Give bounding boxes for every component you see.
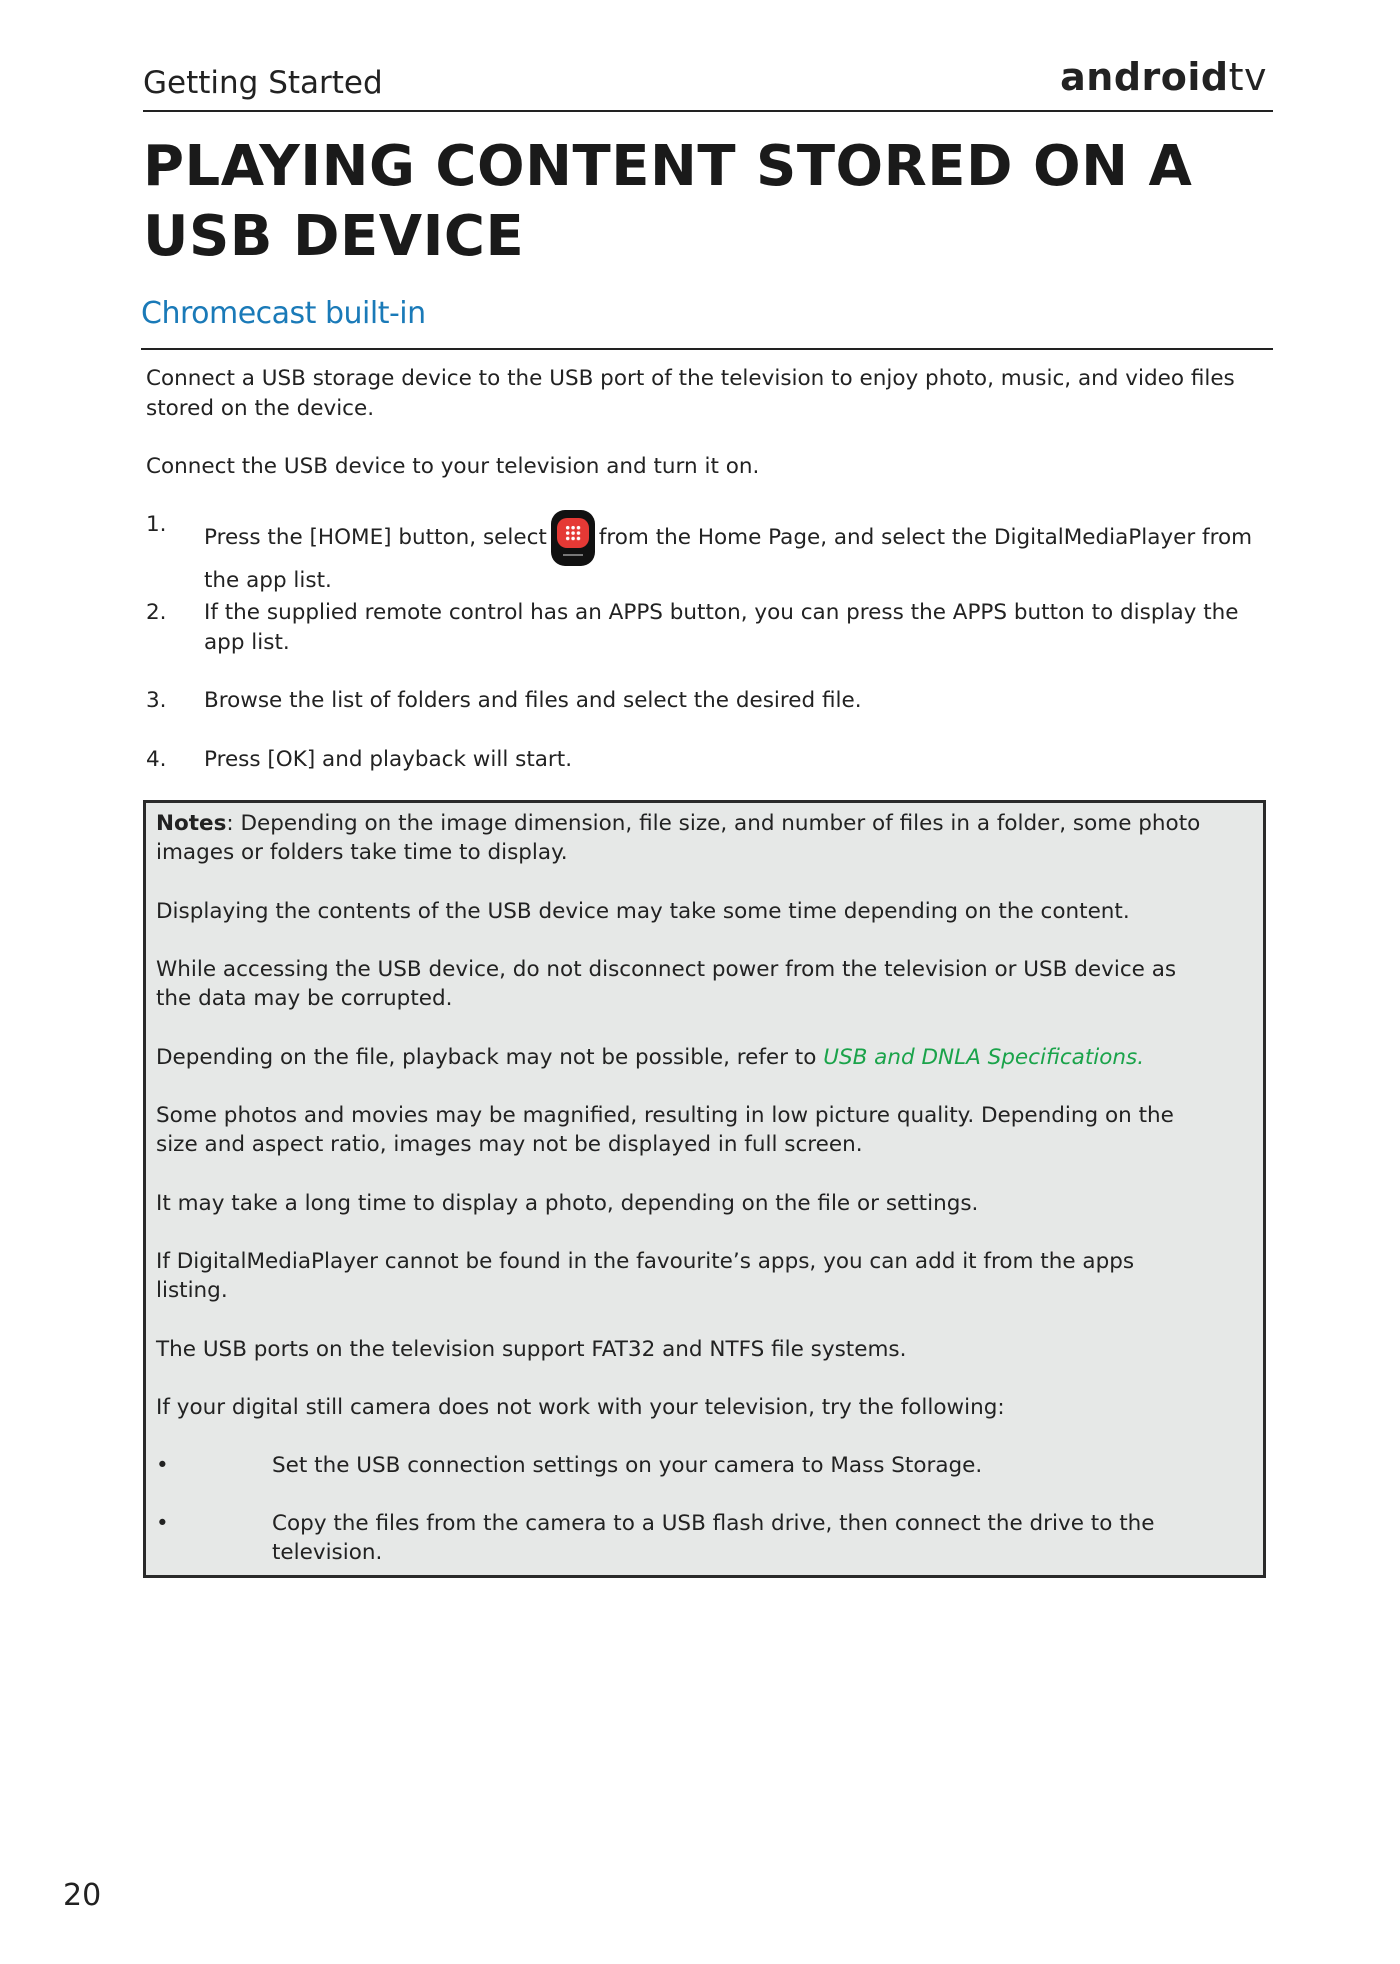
notes-first-text: : Depending on the image dimension, file size, and number of files in a folder, some photo images or folders take time to display. [156,811,1201,865]
notes-paragraph-1 [156,809,1206,867]
step-number: 4. [146,747,167,772]
subheading: Chromecast built-in [141,296,1273,350]
page-header [143,55,1273,112]
step-text: If the supplied remote control has an APPS button, you can press the APPS button to display the app list. [204,600,1239,655]
apps-icon [551,510,595,566]
notes-paragraph-7: If DigitalMediaPlayer cannot be found in the favourite’s apps, you can add it from the apps listing. [156,1249,1135,1303]
step-number: 1. [146,512,167,537]
bullet-dot: • [156,1453,169,1478]
notes-paragraph-9: If your digital still camera does not work with your television, try the following: [156,1395,1005,1420]
step-text: Browse the list of folders and files and select the desired file. [204,688,862,713]
notes-paragraph-3: While accessing the USB device, do not disconnect power from the television or USB device as the data may be corrupted. [156,957,1177,1011]
logo-bold-text: android [1060,55,1229,99]
step-text-before: Press the [HOME] button, select [204,525,547,550]
notes-paragraph-5: Some photos and movies may be magnified, resulting in low picture quality. Depending on the size and aspect ratio, images may not be displayed in full screen. [156,1103,1174,1157]
step-number: 3. [146,688,167,713]
notes-box [143,800,1266,1578]
section-title: Getting Started [143,65,383,101]
intro-paragraph-2: Connect the USB device to your television and turn it on. [146,454,760,479]
step-text-after: from the Home Page, and select the DigitalMediaPlayer from the app list. [204,525,1253,593]
step-text: Press [OK] and playback will start. [204,747,573,772]
page-number: 20 [63,1878,102,1913]
logo-light-text: tv [1228,55,1267,99]
notes-paragraph-8: The USB ports on the television support FAT32 and NTFS file systems. [156,1337,907,1362]
bullet-text: Copy the files from the camera to a USB flash drive, then connect the drive to the television. [272,1511,1155,1565]
specifications-link[interactable]: USB and DNLA Specifications. [823,1045,1145,1070]
step-number: 2. [146,600,167,625]
notes-paragraph-2: Displaying the contents of the USB device may take some time depending on the content. [156,899,1130,924]
notes-paragraph-4 [156,1043,1206,1072]
androidtv-logo [1060,55,1267,99]
bullet-dot: • [156,1511,169,1536]
notes-p4-text: Depending on the file, playback may not be possible, refer to [156,1045,824,1070]
page-title: PLAYING CONTENT STORED ON A USB DEVICE [143,134,1193,269]
step-text [204,510,1279,596]
intro-paragraph-1: Connect a USB storage device to the USB port of the television to enjoy photo, music, and video files stored on the device. [146,366,1235,421]
bullet-text: Set the USB connection settings on your camera to Mass Storage. [272,1453,983,1478]
notes-paragraph-6: It may take a long time to display a photo, depending on the file or settings. [156,1191,979,1216]
notes-label: Notes [156,811,227,836]
